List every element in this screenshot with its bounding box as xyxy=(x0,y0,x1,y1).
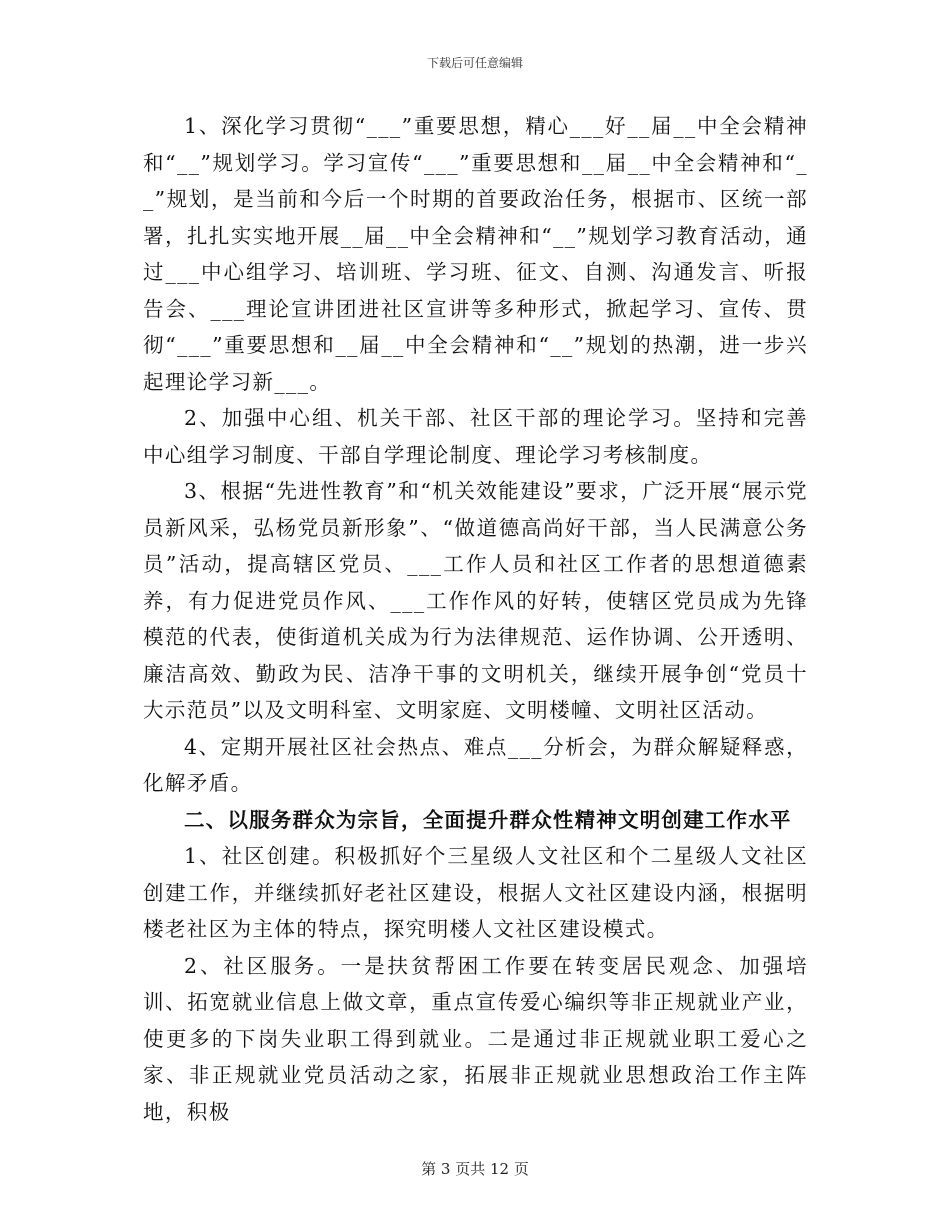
paragraph-advanced-education: 3、根据“先进性教育”和“机关效能建设”要求，广泛开展“展示党员新风采，弘杨党员新形象”、“做道德高尚好干部，当人民满意公务员”活动，提高辖区党员、___工作人员和社区工作者的思想道德素养，有力促进党员作风、___工作作风的好转，使辖区党员成为先锋模范的代表，使街道机关成为行为法律规范、运作协调、公开透明、廉洁高效、勤政为民、洁净干事的文明机关，继续开展争创“党员十大示范员”以及文明科室、文明家庭、文明楼幢、文明社区活动。 xyxy=(143,479,808,722)
paragraph-hotspot-analysis: 4、定期开展社区社会热点、难点___分析会，为群众解疑释惑，化解矛盾。 xyxy=(143,734,808,795)
paragraph-central-group-study: 2、加强中心组、机关干部、社区干部的理论学习。坚持和完善中心组学习制度、干部自学理论制度、理论学习考核制度。 xyxy=(143,406,808,467)
section-heading: 二、以服务群众为宗旨，全面提升群众性精神文明创建工作水平 xyxy=(184,807,792,832)
document-body xyxy=(143,108,808,1130)
paragraph-community-creation: 1、社区创建。积极抓好个三星级人文社区和个二星级人文社区创建工作，并继续抓好老社区建设，根据人文社区建设内涵，根据明楼老社区为主体的特点，探究明楼人文社区建设模式。 xyxy=(143,844,808,941)
paragraph-community-service: 2、社区服务。一是扶贫帮困工作要在转变居民观念、加强培训、拓宽就业信息上做文章，重点宣传爱心编织等非正规就业产业，使更多的下岗失业职工得到就业。二是通过非正规就业职工爱心之家、非正规就业党员活动之家，拓展非正规就业思想政治工作主阵地，积极 xyxy=(143,953,808,1124)
page-footer: 第 3 页共 12 页 xyxy=(421,1160,529,1178)
page-header: 下载后可任意编辑 xyxy=(426,56,523,70)
paragraph-study-thought: 1、深化学习贯彻“___”重要思想，精心___好__届__中全会精神和“__”规划学习。学习宣传“___”重要思想和__届__中全会精神和“__”规划，是当前和今后一个时期的首要政治任务，根据市、区统一部署，扎扎实实地开展__届__中全会精神和“__”规划学习教育活动，通过___中心组学习、培训班、学习班、征文、自测、沟通发言、听报告会、___理论宣讲团进社区宣讲等多种形式，掀起学习、宣传、贯彻“___”重要思想和__届__中全会精神和“__”规划的热潮，进一步兴起理论学习新___。 xyxy=(143,114,808,394)
